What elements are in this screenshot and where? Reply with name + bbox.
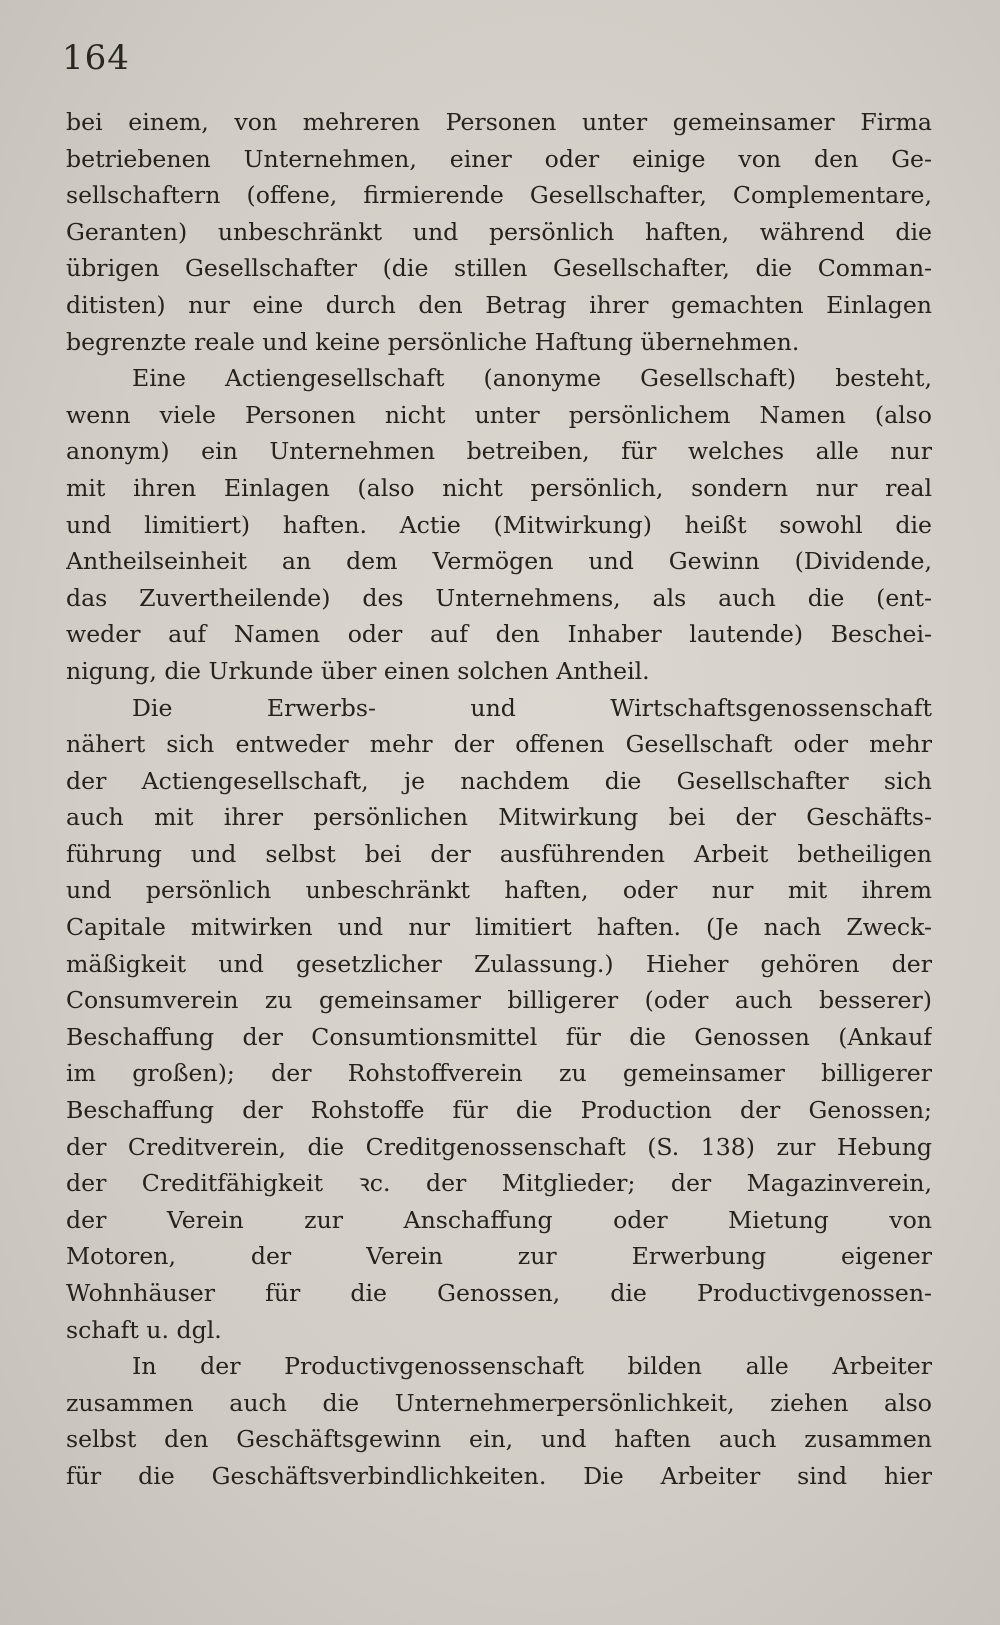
- text-line: sellschaftern (offene, firmierende Gesellschafter, Complementare,: [66, 181, 932, 210]
- text-line: Geranten) unbeschränkt und persönlich haften, während die: [66, 217, 932, 246]
- text-line: nigung, die Urkunde über einen solchen Antheil.: [66, 656, 650, 685]
- text-line: begrenzte reale und keine persönliche Haftung übernehmen.: [66, 327, 800, 356]
- text-line: der Actiengesellschaft, je nachdem die Gesellschafter sich: [66, 766, 932, 795]
- text-line: Consumverein zu gemeinsamer billigerer (oder auch besserer): [66, 986, 932, 1015]
- paragraph-start-line: Die Erwerbs- und Wirtschaftsgenossenschaft: [132, 693, 932, 722]
- text-line: das Zuvertheilende) des Unternehmens, als auch die (ent-: [66, 583, 932, 612]
- text-line: für die Geschäftsverbindlichkeiten. Die Arbeiter sind hier: [66, 1461, 932, 1490]
- text-line: und persönlich unbeschränkt haften, oder nur mit ihrem: [66, 876, 932, 905]
- text-line: mit ihren Einlagen (also nicht persönlich, sondern nur real: [66, 473, 932, 502]
- text-line: führung und selbst bei der ausführenden Arbeit betheiligen: [66, 839, 932, 868]
- text-line: wenn viele Personen nicht unter persönlichem Namen (also: [66, 400, 932, 429]
- text-line: Antheilseinheit an dem Vermögen und Gewinn (Dividende,: [66, 547, 932, 576]
- text-line: Motoren, der Verein zur Erwerbung eigener: [66, 1242, 932, 1271]
- text-line: zusammen auch die Unternehmerpersönlichkeit, ziehen also: [66, 1388, 932, 1417]
- text-line: nähert sich entweder mehr der offenen Gesellschaft oder mehr: [66, 730, 932, 759]
- text-line: weder auf Namen oder auf den Inhaber lautende) Beschei-: [66, 620, 932, 649]
- text-line: auch mit ihrer persönlichen Mitwirkung bei der Geschäfts-: [66, 803, 932, 832]
- text-line: betriebenen Unternehmen, einer oder einige von den Ge-: [66, 144, 932, 173]
- text-line: Beschaffung der Rohstoffe für die Production der Genossen;: [66, 1096, 932, 1125]
- text-line: der Creditfähigkeit ꝛc. der Mitglieder; der Magazinverein,: [66, 1169, 932, 1198]
- text-line: der Verein zur Anschaffung oder Mietung von: [66, 1205, 932, 1234]
- text-line: Beschaffung der Consumtionsmittel für die Genossen (Ankauf: [66, 1022, 932, 1051]
- text-line: selbst den Geschäftsgewinn ein, und haften auch zusammen: [66, 1425, 932, 1454]
- text-line: Wohnhäuser für die Genossen, die Productivgenossen-: [66, 1279, 932, 1307]
- paragraph-start-line: In der Productivgenossenschaft bilden alle Arbeiter: [132, 1352, 932, 1381]
- text-line: schaft u. dgl.: [66, 1315, 222, 1344]
- text-line: anonym) ein Unternehmen betreiben, für welches alle nur: [66, 437, 932, 466]
- text-line: bei einem, von mehreren Personen unter gemeinsamer Firma: [66, 108, 932, 136]
- text-line: und limitiert) haften. Actie (Mitwirkung) heißt sowohl die: [66, 510, 932, 539]
- text-line: übrigen Gesellschafter (die stillen Gesellschafter, die Comman-: [66, 254, 932, 283]
- text-line: mäßigkeit und gesetzlicher Zulassung.) Hieher gehören der: [66, 949, 932, 978]
- text-line: im großen); der Rohstoffverein zu gemeinsamer billigerer: [66, 1059, 932, 1088]
- page-number: 164: [62, 38, 130, 78]
- text-line: ditisten) nur eine durch den Betrag ihrer gemachten Einlagen: [66, 290, 932, 319]
- paragraph-start-line: Eine Actiengesellschaft (anonyme Gesellschaft) besteht,: [132, 364, 932, 393]
- text-line: der Creditverein, die Creditgenossenschaft (S. 138) zur Hebung: [66, 1132, 932, 1161]
- text-line: Capitale mitwirken und nur limitiert haften. (Je nach Zweck-: [66, 913, 932, 942]
- body-text: [66, 104, 932, 1495]
